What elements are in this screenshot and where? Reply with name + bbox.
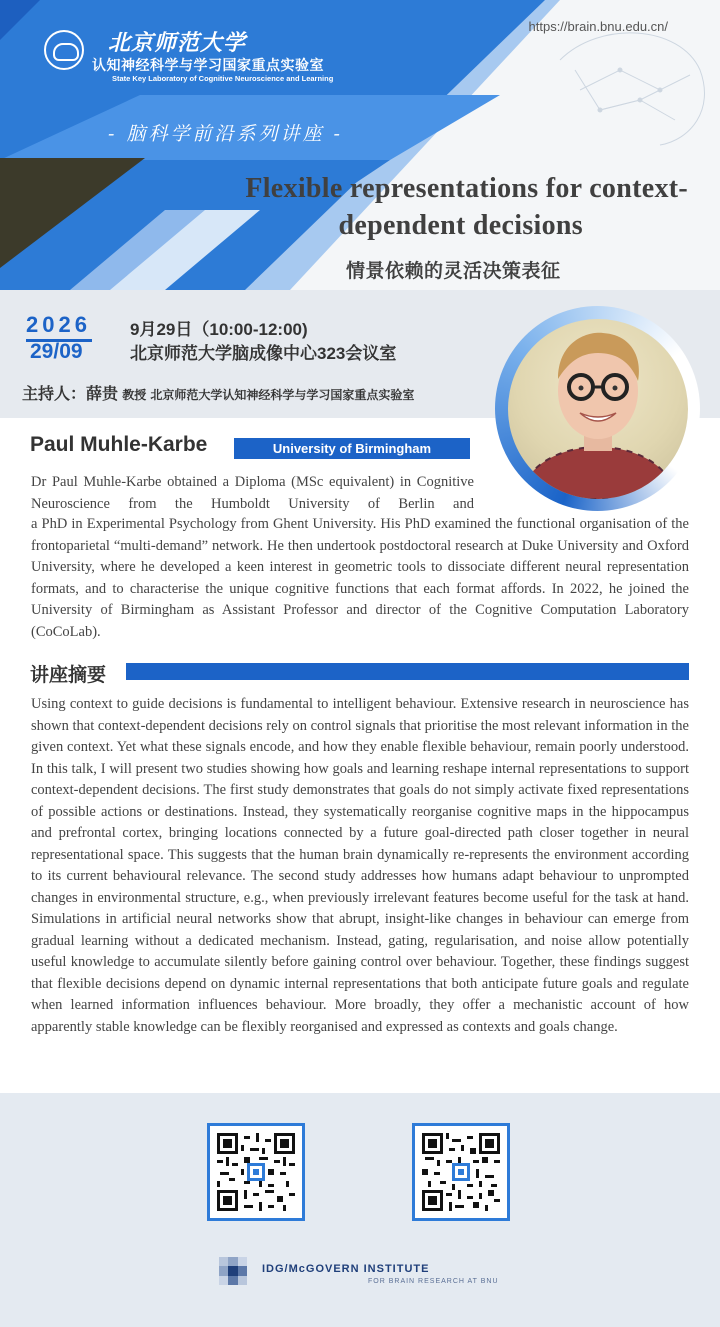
university-logo-icon — [44, 30, 84, 70]
host-affiliation: 北京师范大学认知神经科学与学习国家重点实验室 — [150, 388, 415, 402]
lab-name-en: State Key Laboratory of Cognitive Neuroscience and Learning — [112, 74, 334, 83]
lecture-title-en — [218, 170, 688, 244]
institute-name: IDG/McGOVERN INSTITUTE — [262, 1263, 430, 1275]
host-line — [22, 381, 414, 404]
speaker-affiliation-badge: University of Birmingham — [234, 438, 470, 459]
header-banner — [0, 0, 720, 290]
event-time: 9月29日（10:00-12:00) — [130, 320, 308, 339]
speaker-name: Paul Muhle-Karbe — [30, 433, 208, 456]
abstract-heading: 讲座摘要 — [30, 665, 107, 686]
speaker-portrait-icon — [508, 319, 688, 499]
brain-network-icon — [560, 33, 704, 145]
host-label: 主持人： — [22, 386, 87, 403]
website-url[interactable]: https://brain.bnu.edu.cn/ — [528, 19, 668, 34]
idg-mcgovern-logo-icon — [219, 1257, 247, 1285]
abstract-heading-bar — [126, 663, 689, 680]
institute-subtitle: FOR BRAIN RESEARCH AT BNU — [368, 1278, 499, 1285]
speaker-bio-bottom: a PhD in Experimental Psychology from Ghent University. His PhD examined the functional organisation of the frontoparietal “multi-demand” network. He then undertook postdoctoral research at Duke University and Oxford University, where he developed a keen interest in geometric tools to dissociate different neural representation formats, and to characterise the unique cognitive functions that each format affords. In 2022, he joined the University of Birmingham as Assistant Professor and director of the Cognitive Computation Laboratory (CoCoLab). — [31, 516, 689, 640]
lecture-series-title: - 脑科学前沿系列讲座 - — [108, 123, 343, 145]
qr-code-icon — [422, 1133, 500, 1211]
event-venue: 北京师范大学脑成像中心323会议室 — [130, 344, 397, 363]
abstract-text: Using context to guide decisions is fundamental to intelligent behaviour. Extensive research in neuroscience has shown that context-dependent decisions rely on control signals that prioritise the most relevant information in the given context. Yet what these signals encode, and how they enable flexible behaviour, remain poorly understood. In this talk, I will present two studies showing how goals and learning reshape internal representations to support context-dependent decisions. The first study demonstrates that goals do not simply activate fixed representations of possible actions or destinations. Instead, they systematically reorganise cognitive maps in the hippocampus and prefrontal cortex, bringing locations connected by a future goal-directed path closer together in neural representational space. This suggests that the human brain dynamically re-represents the environment according to its current behavioural relevance. The second study addresses how humans adapt behaviour to unprompted changes in environmental structure, e.g., when previously irrelevant features become useful for the task at hand. Simulations in artificial neural networks show that abrupt, insight-like changes in behaviour can emerge from gradual learning without a dedicated mechanism. Instead, gating, regularisation, and noise allow potentially useful knowledge to accumulate silently before gaining control over behaviour. Together, these findings suggest that flexible decisions depend on dynamic internal representations that both anticipate future goals and regulate when learned information influences behaviour. More broadly, they offer a mechanistic account of how apparently stable knowledge can be flexibly reorganised and expressed as contexts and goals change. — [31, 696, 689, 1035]
lecture-title-line2: dependent decisions — [338, 210, 583, 241]
event-year: 2026 — [26, 312, 91, 337]
speaker-bio-top: Dr Paul Muhle-Karbe obtained a Diploma (MSc equivalent) in Cognitive Neuroscience from the Humboldt University of Berlin and — [31, 474, 474, 512]
event-day-month: 29/09 — [30, 340, 83, 363]
host-name: 薛贵 — [86, 386, 119, 403]
footer — [0, 1093, 720, 1327]
qr-code-right[interactable] — [412, 1123, 510, 1221]
lecture-title-line1: Flexible representations for context- — [245, 173, 688, 204]
host-title: 教授 — [122, 388, 147, 402]
lab-name-cn: 认知神经科学与学习国家重点实验室 — [92, 57, 324, 73]
qr-code-left[interactable] — [207, 1123, 305, 1221]
lecture-title-cn: 情景依赖的灵活决策表征 — [346, 261, 561, 282]
university-name: 北京师范大学 — [108, 30, 247, 56]
speaker-photo — [508, 319, 688, 499]
qr-code-icon — [217, 1133, 295, 1211]
